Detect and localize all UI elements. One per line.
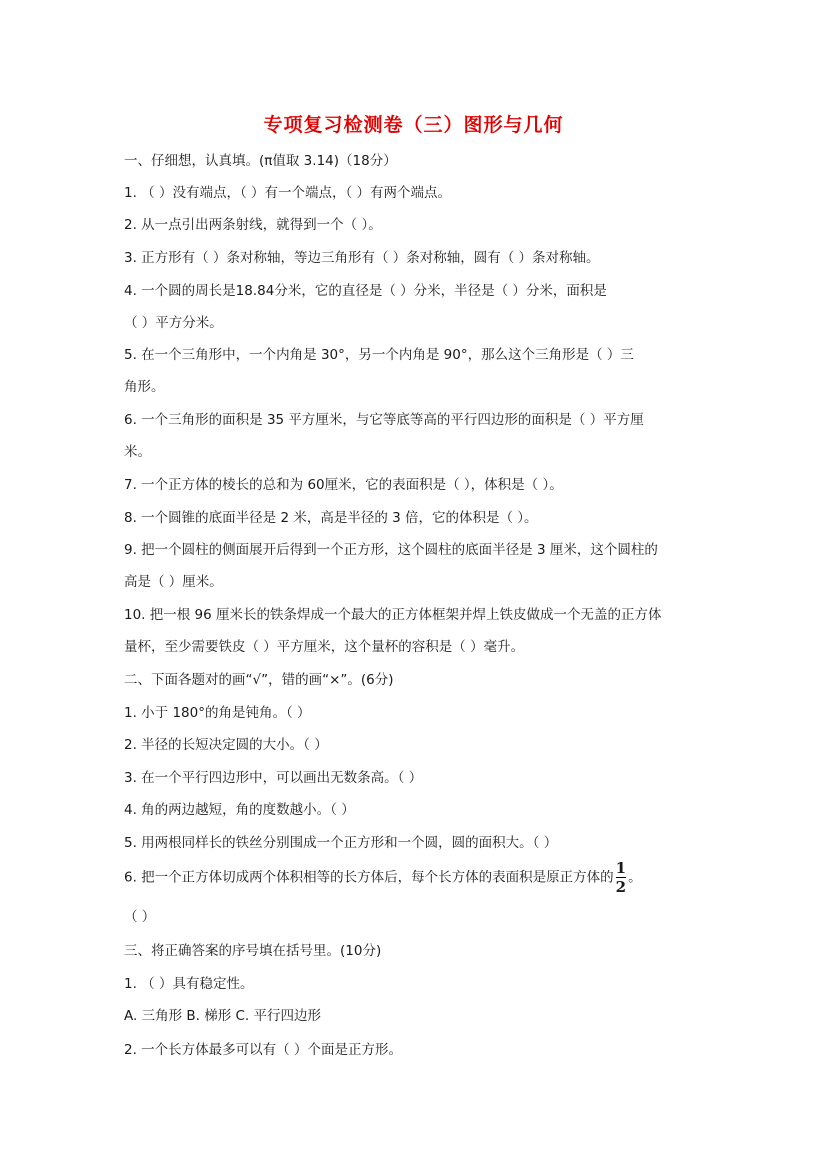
- page-title: 专项复习检测卷（三）图形与几何: [263, 114, 564, 136]
- s2-question-6-text: 6. 把一个正方体切成两个体积相等的长方体后，每个长方体的表面积是原正方体的: [124, 869, 614, 886]
- s2-question-6-cont: （ ）: [124, 909, 156, 925]
- s1-question-9: 9. 把一个圆柱的侧面展开后得到一个正方形，这个圆柱的底面半径是 3 厘米，这个圆柱的: [124, 542, 658, 558]
- s2-question-6: [124, 860, 724, 895]
- s2-question-4: 4. 角的两边越短，角的度数越小。（ ）: [124, 802, 355, 818]
- s1-question-4: 4. 一个圆的周长是18.84分米，它的直径是（ ）分米，半径是（ ）分米，面积是: [124, 283, 607, 299]
- s2-question-2: 2. 半径的长短决定圆的大小。（ ）: [124, 737, 328, 753]
- s1-question-5-cont: 角形。: [124, 379, 165, 395]
- s1-question-1: 1. （ ）没有端点，（ ）有一个端点，（ ）有两个端点。: [124, 185, 452, 201]
- s2-question-6-end: 。: [628, 869, 642, 886]
- s1-question-8: 8. 一个圆锥的底面半径是 2 米，高是半径的 3 倍，它的体积是（ ）。: [124, 510, 538, 526]
- s3-question-1-options: A. 三角形 B. 梯形 C. 平行四边形: [124, 1008, 322, 1024]
- s2-question-5: 5. 用两根同样长的铁丝分别围成一个正方形和一个圆，圆的面积大。（ ）: [124, 835, 558, 851]
- section3-heading: 三、将正确答案的序号填在括号里。(10分): [124, 943, 382, 959]
- s1-question-2: 2. 从一点引出两条射线，就得到一个（ ）。: [124, 217, 382, 233]
- s1-question-4-cont: （ ）平方分米。: [124, 315, 223, 331]
- fraction-one-half: [616, 860, 626, 895]
- s2-question-3: 3. 在一个平行四边形中，可以画出无数条高。（ ）: [124, 770, 423, 786]
- s1-question-3: 3. 正方形有（ ）条对称轴，等边三角形有（ ）条对称轴，圆有（ ）条对称轴。: [124, 250, 600, 266]
- s1-question-9-cont: 高是（ ）厘米。: [124, 574, 223, 590]
- section1-heading: 一、仔细想，认真填。(π值取 3.14)（18分）: [124, 153, 397, 169]
- s1-question-7: 7. 一个正方体的棱长的总和为 60厘米，它的表面积是（ ），体积是（ ）。: [124, 477, 563, 493]
- fraction-numerator: 1: [615, 859, 627, 877]
- s1-question-5: 5. 在一个三角形中，一个内角是 30°，另一个内角是 90°，那么这个三角形是（ ）三: [124, 347, 634, 363]
- s1-question-10-cont: 量杯，至少需要铁皮（ ）平方厘米，这个量杯的容积是（ ）毫升。: [124, 639, 525, 655]
- s2-question-1: 1. 小于 180°的角是钝角。（ ）: [124, 705, 311, 721]
- s1-question-6: 6. 一个三角形的面积是 35 平方厘米，与它等底等高的平行四边形的面积是（ ）平方厘: [124, 412, 644, 428]
- s1-question-10: 10. 把一根 96 厘米长的铁条焊成一个最大的正方体框架并焊上铁皮做成一个无盖的正方体: [124, 607, 662, 623]
- fraction-denominator: 2: [615, 878, 627, 896]
- s1-question-6-cont: 米。: [124, 444, 151, 460]
- section2-heading: 二、下面各题对的画“√”，错的画“×”。(6分): [124, 672, 394, 688]
- s3-question-2: 2. 一个长方体最多可以有（ ）个面是正方形。: [124, 1042, 402, 1058]
- s3-question-1: 1. （ ）具有稳定性。: [124, 976, 254, 992]
